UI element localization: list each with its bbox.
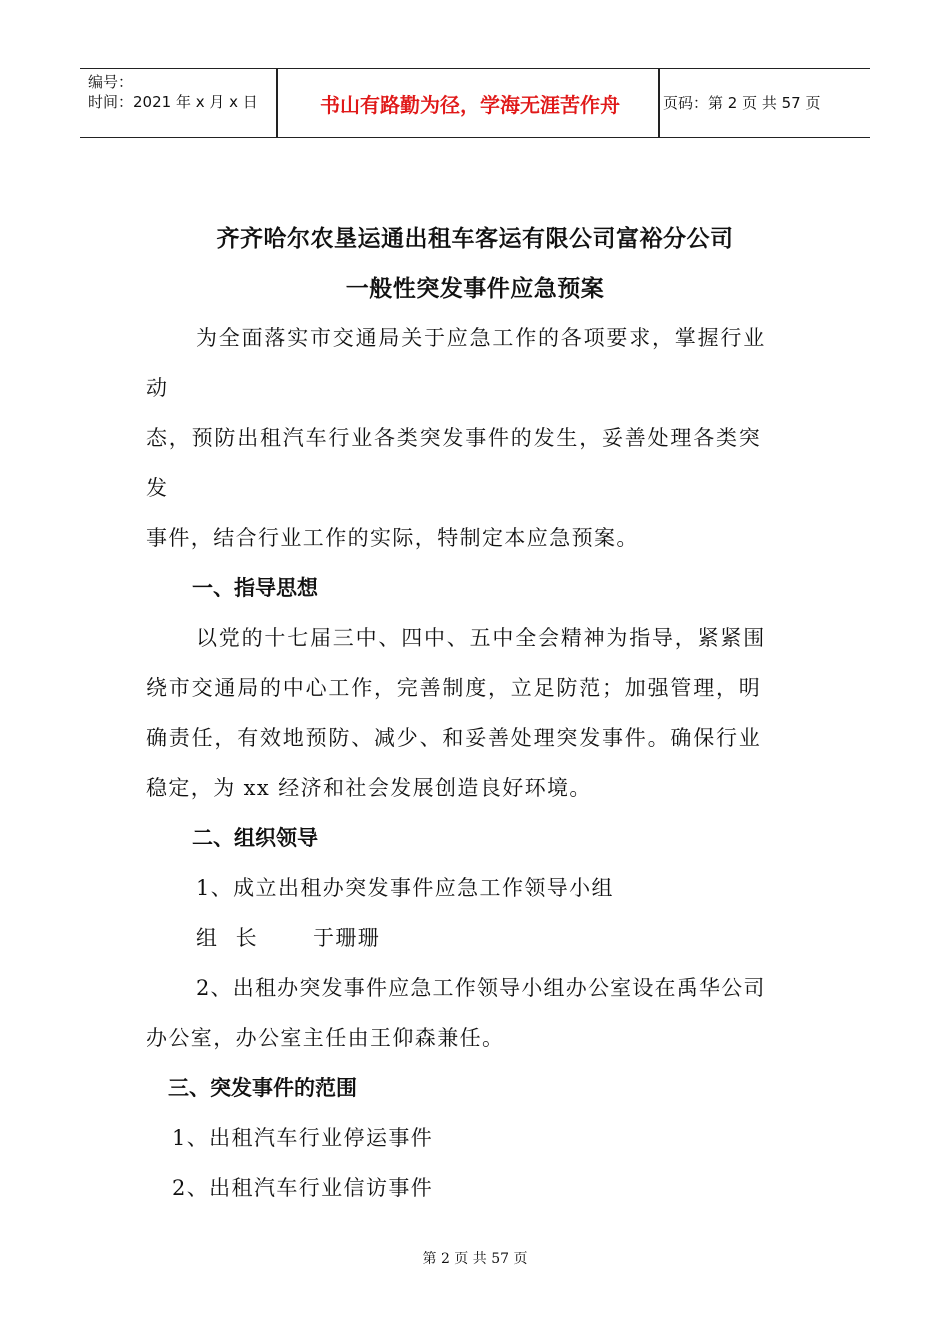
header-divider <box>658 69 660 137</box>
section1-heading: 一、指导思想 <box>192 576 318 600</box>
section1-line: 以党的十七届三中、四中、五中全会精神为指导，紧紧围 <box>196 626 766 650</box>
header-page-info: 页码：第 2 页 共 57 页 <box>663 94 821 112</box>
header-time-label: 时间：2021 年 x 月 x 日 <box>88 93 258 111</box>
page-footer: 第 2 页 共 57 页 <box>422 1251 528 1267</box>
header-motto: 书山有路勤为径，学海无涯苦作舟 <box>320 92 620 117</box>
header-meta <box>88 72 258 112</box>
header-divider <box>276 69 278 137</box>
header-number-label: 编号： <box>88 73 134 91</box>
section1-line: 确责任，有效地预防、减少、和妥善处理突发事件。确保行业 <box>146 726 762 750</box>
document-title-line1: 齐齐哈尔农垦运通出租车客运有限公司富裕分公司 <box>216 226 734 252</box>
section2-item: 1、成立出租办突发事件应急工作领导小组 <box>196 876 614 900</box>
intro-line: 事件，结合行业工作的实际，特制定本应急预案。 <box>146 526 639 550</box>
section3-item: 2、出租汽车行业信访事件 <box>172 1176 434 1200</box>
intro-line: 态，预防出租汽车行业各类突发事件的发生，妥善处理各类突 <box>146 426 762 450</box>
intro-line: 发 <box>146 476 167 500</box>
intro-line: 为全面落实市交通局关于应急工作的各项要求，掌握行业 <box>196 326 766 350</box>
document-title-line2: 一般性突发事件应急预案 <box>345 276 605 302</box>
section2-leader-label: 组 长 <box>196 926 263 950</box>
section2-item: 办公室，办公室主任由王仰森兼任。 <box>146 1026 505 1050</box>
section1-line: 绕市交通局的中心工作，完善制度，立足防范；加强管理，明 <box>146 676 762 700</box>
section2-item: 2、出租办突发事件应急工作领导小组办公室设在禹华公司 <box>196 976 766 1000</box>
section2-heading: 二、组织领导 <box>192 826 318 850</box>
section1-line: 稳定，为 xx 经济和社会发展创造良好环境。 <box>146 776 592 800</box>
section3-heading: 三、突发事件的范围 <box>168 1076 357 1100</box>
intro-line: 动 <box>146 376 167 400</box>
page-header <box>80 68 870 138</box>
section2-leader-name: 于珊珊 <box>313 926 381 950</box>
section3-item: 1、出租汽车行业停运事件 <box>172 1126 434 1150</box>
